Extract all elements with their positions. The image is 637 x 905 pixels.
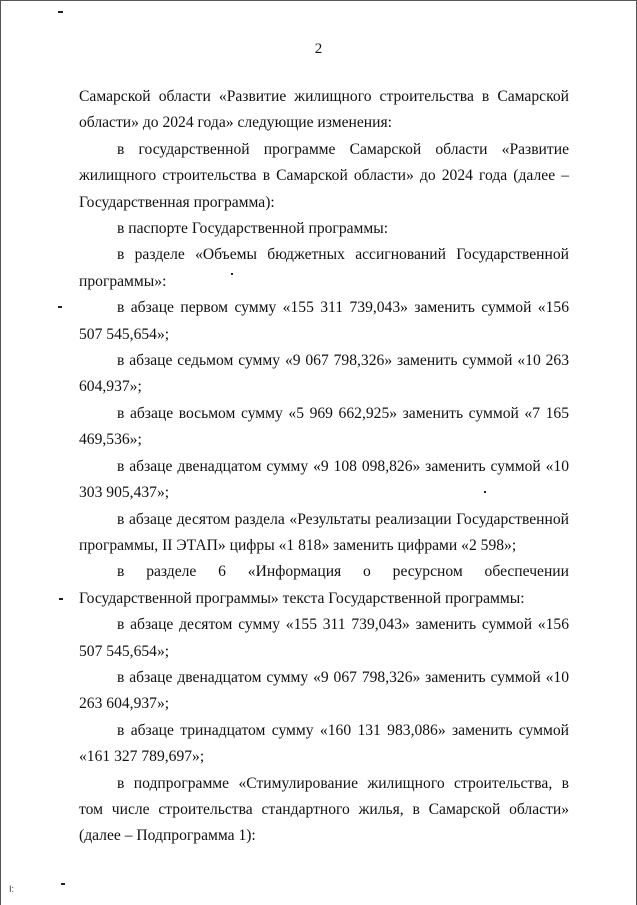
paragraph: в абзаце первом сумму «155 311 739,043» заменить суммой «156 507 545,654»; — [79, 299, 569, 343]
paragraph: Самарской области «Развитие жилищного строительства в Самарской области» до 2024 года» следующие изменения: — [79, 88, 569, 132]
scan-speck — [58, 306, 62, 308]
paragraph: в разделе 6 «Информация о ресурсном обеспечении Государственной программы» текста Государственной программы: — [79, 563, 569, 607]
corner-mark: I: — [9, 884, 15, 894]
paragraph: в абзаце седьмом сумму «9 067 798,326» заменить суммой «10 263 604,937»; — [79, 352, 569, 396]
paragraph: в абзаце восьмом сумму «5 969 662,925» заменить суммой «7 165 469,536»; — [79, 404, 569, 449]
paragraph: в абзаце тринадцатом сумму «160 131 983,086» заменить суммой «161 327 789,697»; — [79, 721, 569, 766]
paragraph: в паспорте Государственной программы: — [117, 220, 389, 238]
document-body — [79, 84, 569, 850]
paragraph: в подпрограмме «Стимулирование жилищного строительства, в том числе строительства стандартного жилья, в Самарской области» (далее – Подпрограмма 1): — [79, 774, 569, 845]
paragraph: в государственной программе Самарской области «Развитие жилищного строительства в Самарской области» до 2024 года (далее – Государственная программа): — [79, 140, 569, 211]
scan-left-edge — [0, 0, 1, 905]
scan-speck — [59, 598, 63, 600]
paragraph: в абзаце двенадцатом сумму «9 067 798,326» заменить суммой «10 263 604,937»; — [79, 668, 569, 713]
scan-speck — [61, 883, 65, 885]
scan-top-edge — [0, 0, 637, 1]
page-number: 2 — [314, 41, 323, 57]
paragraph: в разделе «Объемы бюджетных ассигнований Государственной программы»: — [79, 246, 569, 290]
scan-speck — [58, 11, 63, 13]
paragraph: в абзаце десятом раздела «Результаты реализации Государственной программы, II ЭТАП» цифры «1 818» заменить цифрами «2 598»; — [79, 510, 569, 554]
paragraph: в абзаце двенадцатом сумму «9 108 098,826» заменить суммой «10 303 905,437»; — [79, 457, 569, 502]
paragraph: в абзаце десятом сумму «155 311 739,043» заменить суммой «156 507 545,654»; — [79, 616, 569, 660]
